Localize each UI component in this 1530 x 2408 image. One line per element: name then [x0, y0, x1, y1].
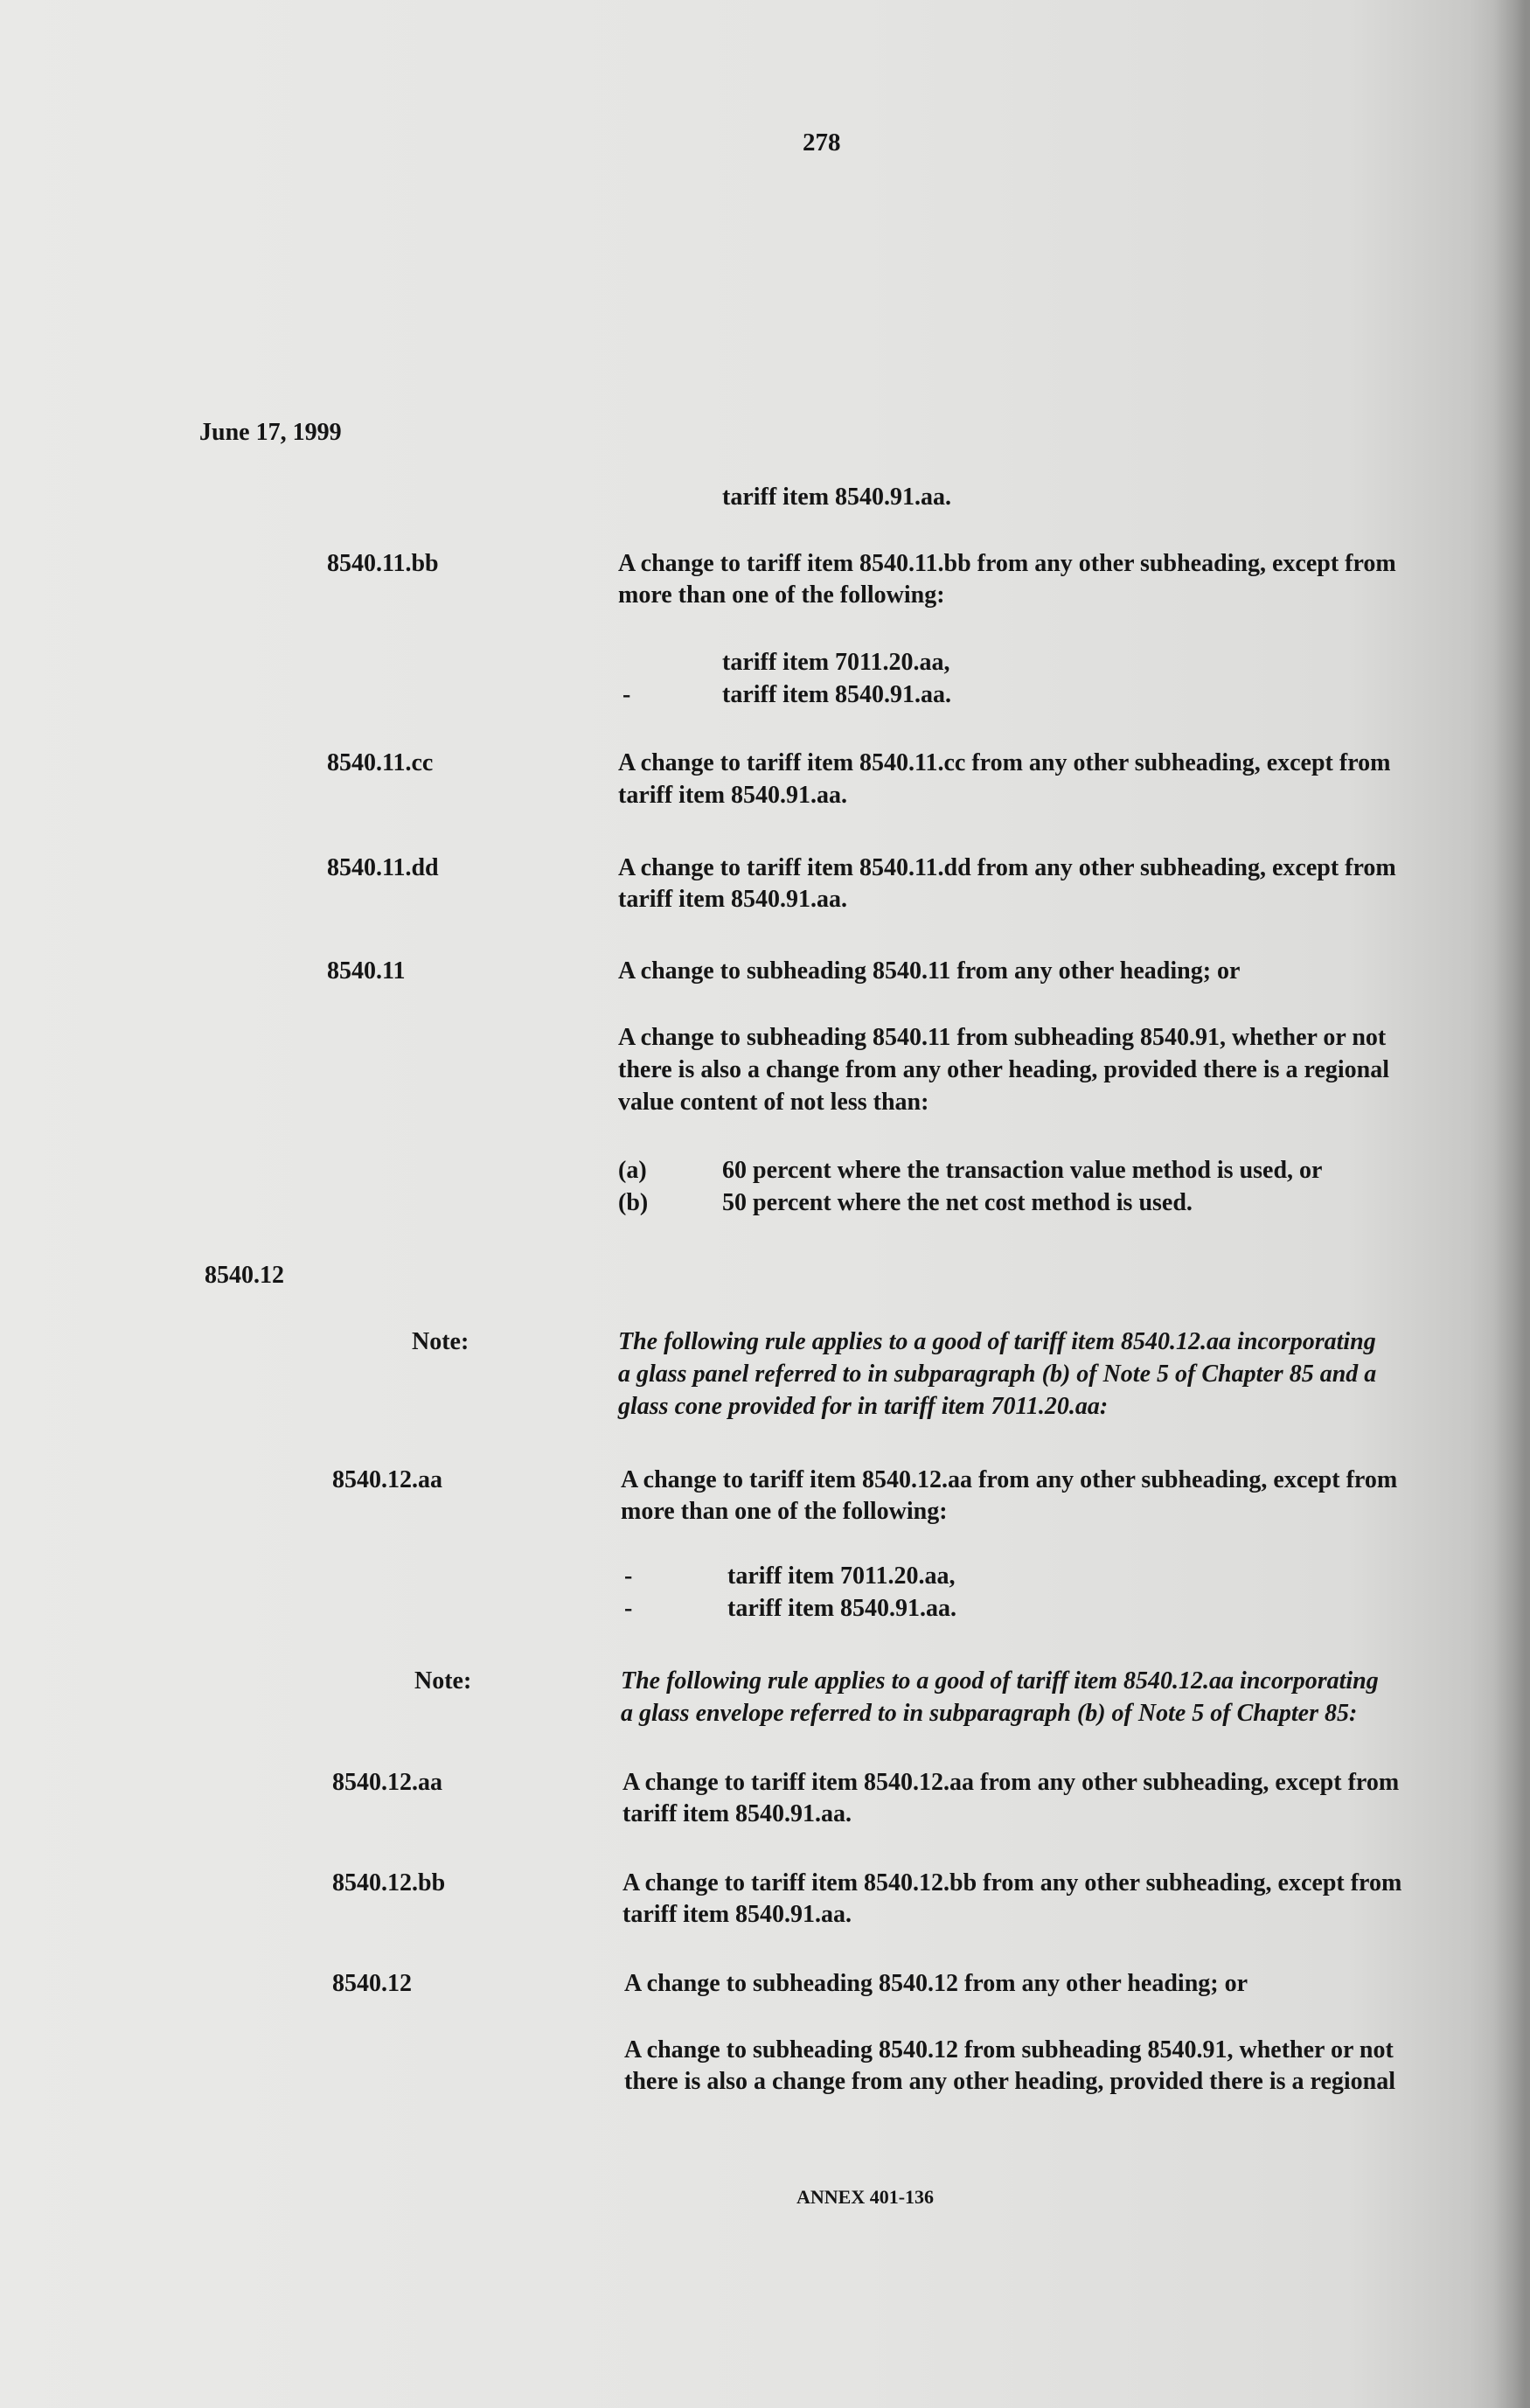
note-text: a glass panel referred to in subparagraph (b) of Note 5 of Chapter 85 and a [618, 1361, 1377, 1388]
text-line: more than one of the following: [621, 1498, 948, 1525]
list-dash: - [624, 1595, 633, 1622]
text-line: tariff item 8540.91.aa. [618, 782, 848, 809]
text-line: there is also a change from any other heading, provided there is a regional [624, 2068, 1396, 2095]
text-line: tariff item 8540.91.aa. [618, 886, 848, 913]
text-line: A change to tariff item 8540.11.bb from any other subheading, except from [618, 550, 1396, 577]
text-line: A change to subheading 8540.11 from subheading 8540.91, whether or not [618, 1024, 1387, 1051]
heading-code: 8540.12.bb [332, 1869, 446, 1896]
note-label: Note: [414, 1667, 472, 1695]
text-line: A change to tariff item 8540.11.dd from any other subheading, except from [618, 854, 1396, 881]
text-line: tariff item 7011.20.aa, [722, 649, 950, 676]
text-line: A change to subheading 8540.12 from any other heading; or [624, 1970, 1248, 1997]
note-text: glass cone provided for in tariff item 7011.20.aa: [618, 1393, 1109, 1420]
text-line: 60 percent where the transaction value method is used, or [722, 1157, 1323, 1184]
list-dash: - [622, 681, 631, 708]
page-number: 278 [803, 129, 841, 157]
note-text: The following rule applies to a good of tariff item 8540.12.aa incorporating [618, 1328, 1376, 1355]
text-line: A change to subheading 8540.11 from any other heading; or [618, 957, 1241, 985]
text-line: tariff item 8540.91.aa. [722, 681, 952, 708]
heading-code: 8540.11.cc [327, 749, 434, 776]
text-line: 50 percent where the net cost method is used. [722, 1189, 1193, 1216]
text-line: A change to tariff item 8540.11.cc from any other subheading, except from [618, 749, 1391, 776]
text-line: tariff item 8540.91.aa. [722, 484, 952, 511]
heading-code: 8540.12 [332, 1970, 412, 1997]
note-text: a glass envelope referred to in subparagraph (b) of Note 5 of Chapter 85: [621, 1700, 1358, 1727]
text-line: A change to subheading 8540.12 from subheading 8540.91, whether or not [624, 2036, 1394, 2064]
page-footer: ANNEX 401-136 [796, 2186, 935, 2208]
heading-code: 8540.11 [327, 957, 406, 985]
list-marker: (a) [618, 1157, 647, 1184]
text-line: tariff item 8540.91.aa. [727, 1595, 957, 1622]
heading-code: 8540.12.aa [332, 1466, 442, 1493]
list-marker: (b) [618, 1189, 649, 1216]
heading-code: 8540.11.dd [327, 854, 439, 881]
text-line: tariff item 8540.91.aa. [622, 1901, 852, 1928]
list-dash: - [624, 1562, 633, 1590]
page-edge [1525, 0, 1530, 2408]
text-line: A change to tariff item 8540.12.aa from any other subheading, except from [621, 1466, 1398, 1493]
text-line: A change to tariff item 8540.12.bb from any other subheading, except from [622, 1869, 1402, 1896]
document-date: June 17, 1999 [199, 419, 342, 446]
heading-code: 8540.12 [205, 1262, 284, 1289]
text-line: value content of not less than: [618, 1089, 929, 1116]
text-line: tariff item 7011.20.aa, [727, 1562, 956, 1590]
text-line: tariff item 8540.91.aa. [622, 1800, 852, 1827]
note-label: Note: [412, 1328, 469, 1355]
note-text: The following rule applies to a good of tariff item 8540.12.aa incorporating [621, 1667, 1379, 1695]
text-line: more than one of the following: [618, 581, 945, 609]
text-line: A change to tariff item 8540.12.aa from any other subheading, except from [622, 1769, 1400, 1796]
heading-code: 8540.11.bb [327, 550, 439, 577]
heading-code: 8540.12.aa [332, 1769, 442, 1796]
text-line: there is also a change from any other heading, provided there is a regional [618, 1056, 1390, 1083]
